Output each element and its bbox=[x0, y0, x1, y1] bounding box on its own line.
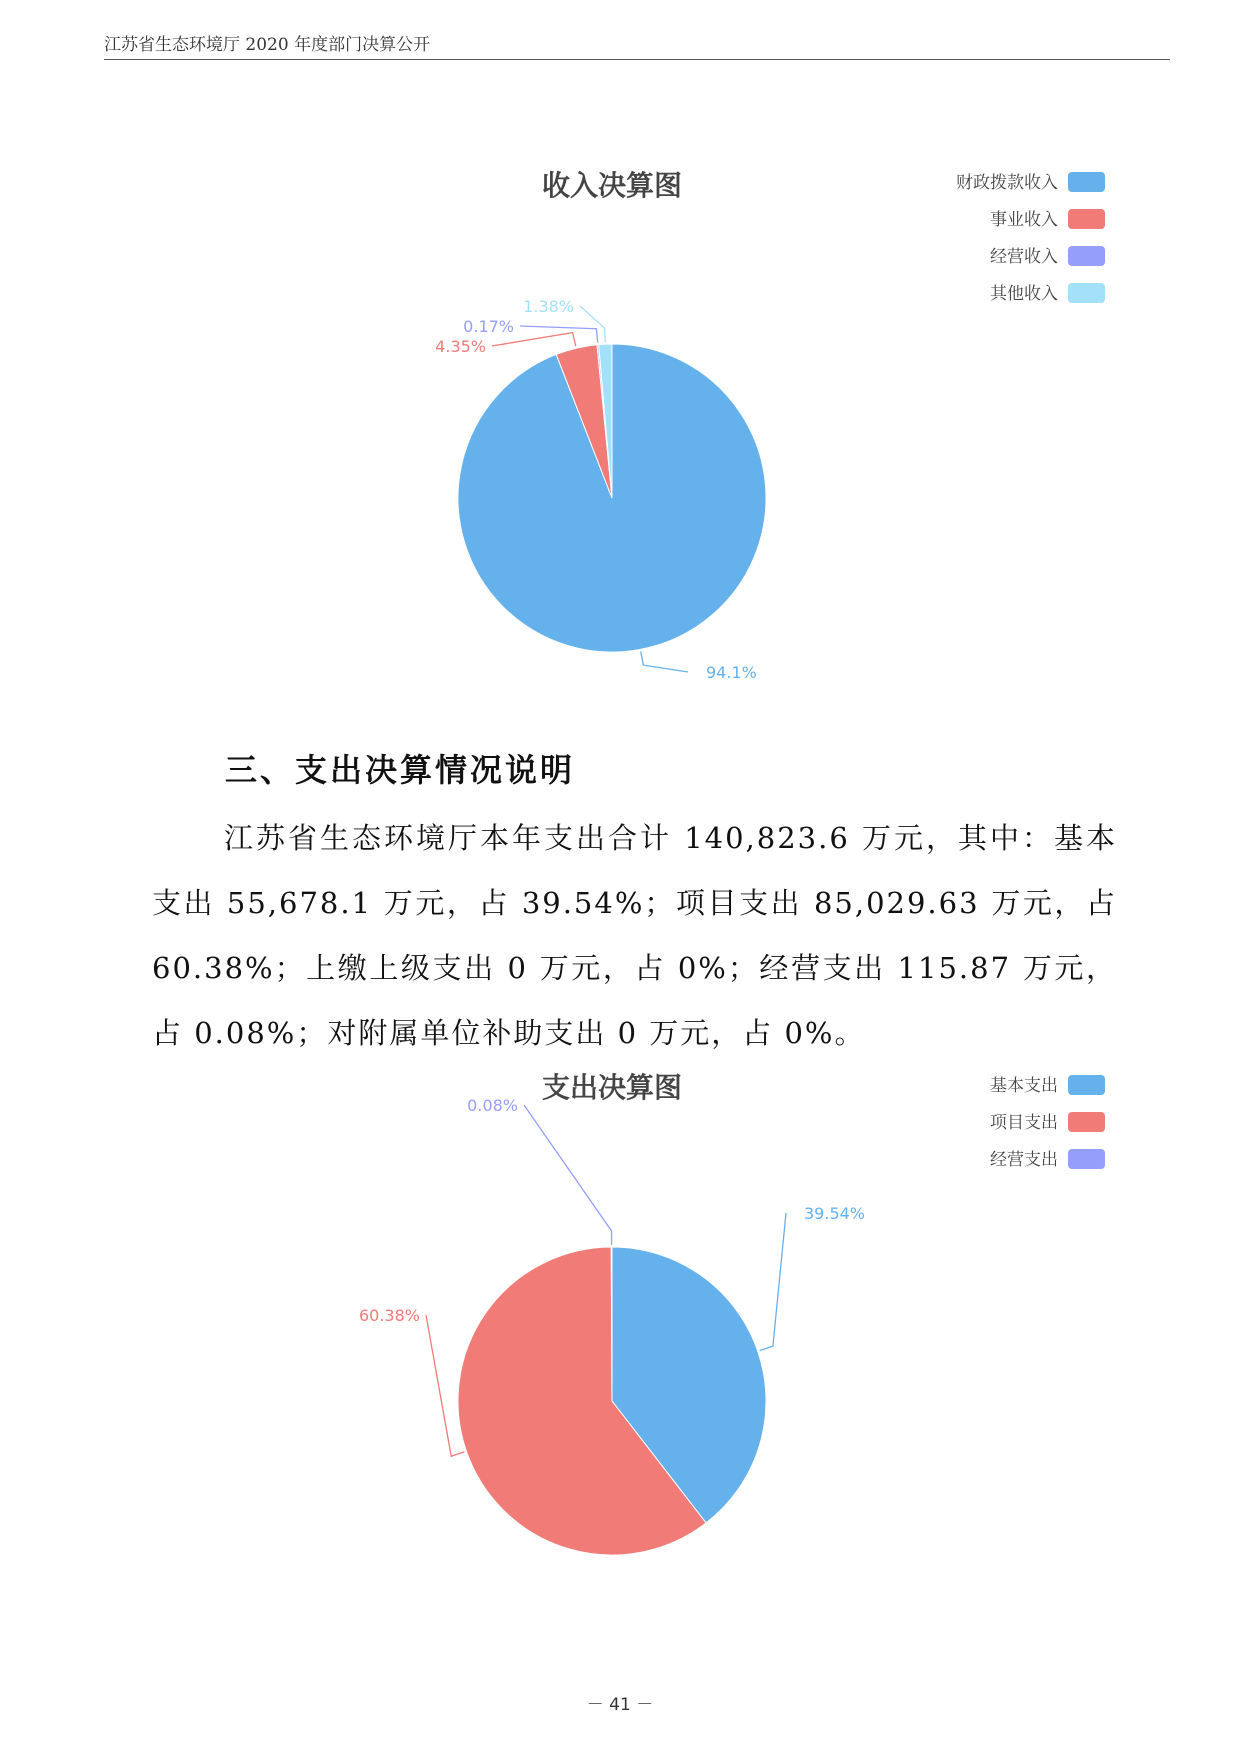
leader-line bbox=[524, 1105, 612, 1245]
slice-value-label: 39.54% bbox=[804, 1204, 866, 1223]
page-number: － 41 － bbox=[586, 1695, 654, 1715]
slice-value-label: 0.17% bbox=[463, 317, 514, 336]
header-divider bbox=[104, 59, 1170, 60]
legend-swatch bbox=[1068, 1112, 1105, 1132]
legend-label: 财政拨款收入 bbox=[956, 173, 1058, 193]
slice-value-label: 1.38% bbox=[523, 297, 574, 316]
legend-label: 基本支出 bbox=[990, 1076, 1058, 1096]
legend-swatch bbox=[1068, 246, 1105, 266]
legend-swatch bbox=[1068, 1075, 1105, 1095]
legend-label: 经营收入 bbox=[990, 247, 1058, 267]
legend-label: 其他收入 bbox=[990, 284, 1058, 304]
document-header: 江苏省生态环境厅 2020 年度部门决算公开 bbox=[104, 35, 431, 55]
leader-line bbox=[641, 651, 688, 672]
leader-line bbox=[760, 1213, 786, 1351]
section-heading: 三、支出决算情况说明 bbox=[225, 751, 576, 789]
legend-label: 经营支出 bbox=[990, 1150, 1058, 1170]
chart-title: 收入决算图 bbox=[541, 169, 683, 202]
slice-value-label: 4.35% bbox=[435, 337, 486, 356]
legend-swatch bbox=[1068, 283, 1105, 303]
chart-title: 支出决算图 bbox=[541, 1071, 683, 1104]
legend-swatch bbox=[1068, 209, 1105, 229]
leader-line bbox=[580, 306, 605, 342]
slice-value-label: 94.1% bbox=[706, 663, 757, 682]
expense-pie-chart bbox=[0, 1060, 1240, 1580]
legend-swatch bbox=[1068, 172, 1105, 192]
legend-swatch bbox=[1068, 1149, 1105, 1169]
legend-label: 事业收入 bbox=[990, 210, 1058, 230]
legend-label: 项目支出 bbox=[990, 1113, 1058, 1133]
body-paragraph: 江苏省生态环境厅本年支出合计 140,823.6 万元，其中：基本支出 55,678.1 万元，占 39.54%；项目支出 85,029.63 万元，占 60.38%；上缴上级支出 0 万元，占 0%；经营支出 115.87 万元，占 0.08%；对附属单位补助支出 0 万元，占 0%。 bbox=[152, 821, 1117, 1050]
slice-value-label: 0.08% bbox=[467, 1096, 518, 1115]
income-pie-chart bbox=[0, 150, 1240, 690]
slice-value-label: 60.38% bbox=[358, 1306, 420, 1325]
